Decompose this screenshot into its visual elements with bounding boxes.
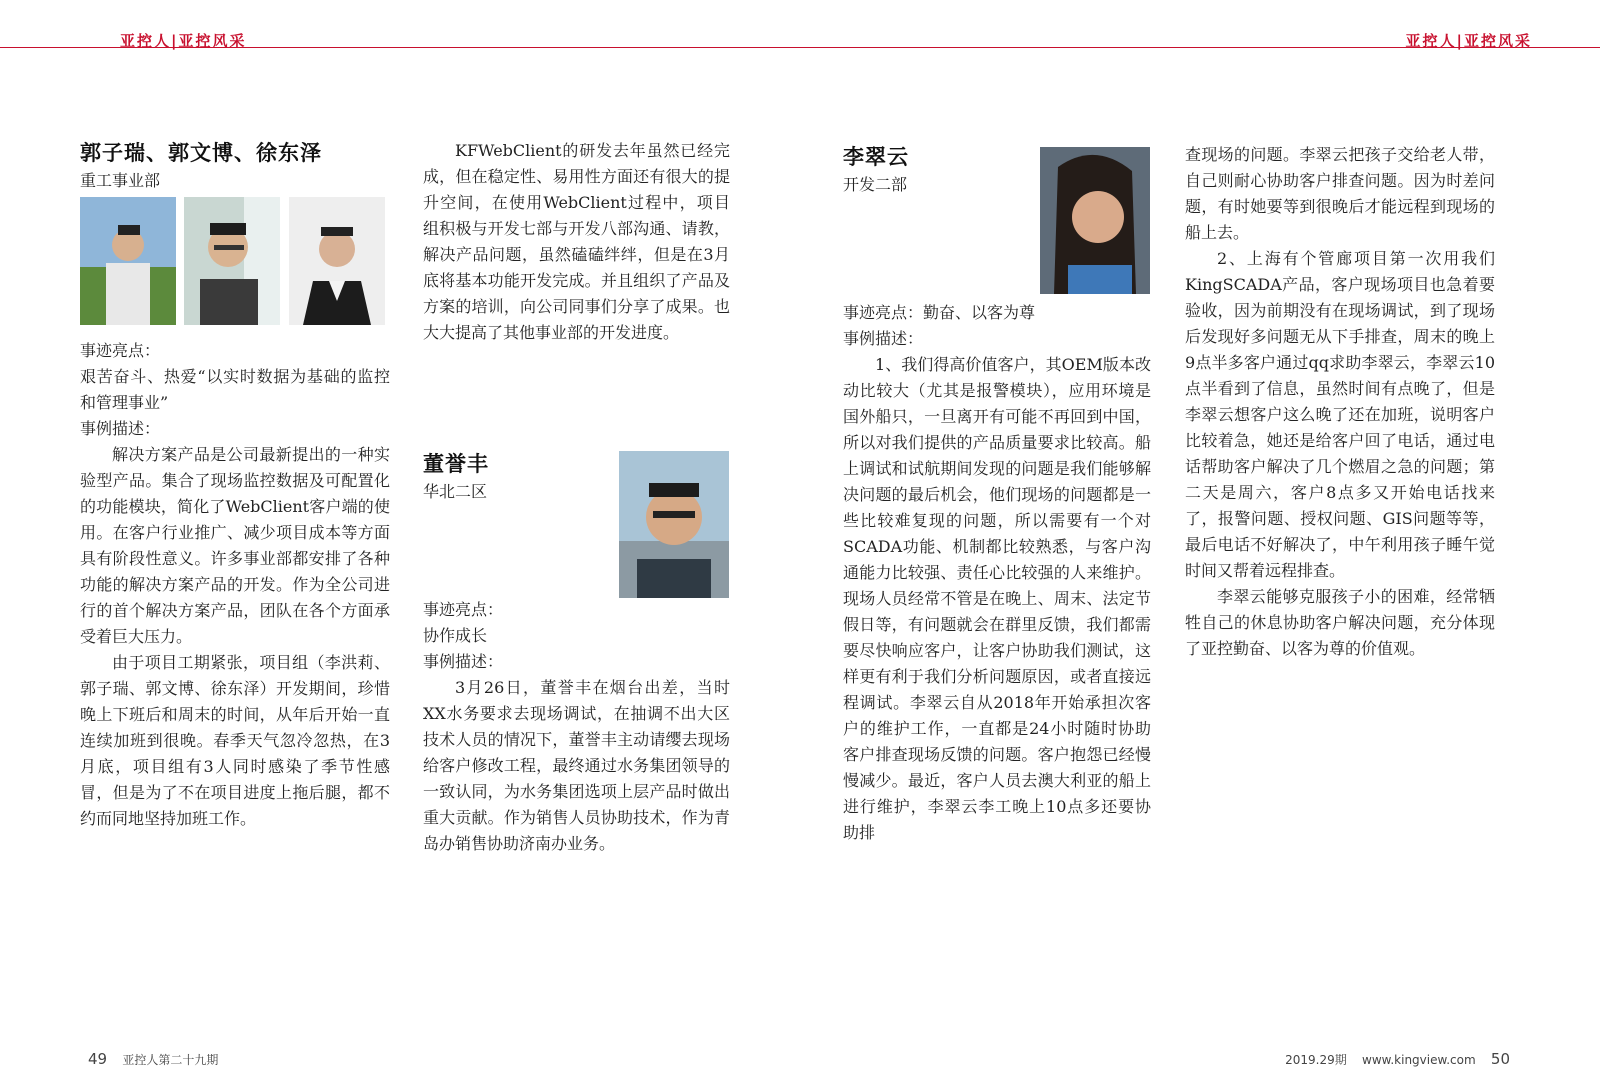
footer-right	[1285, 1050, 1510, 1068]
header-brand-right: 亚控人|亚控风采	[1405, 32, 1532, 50]
profile3-name: 李翠云	[843, 145, 909, 169]
profile2-case-label: 事例描述：	[423, 652, 504, 671]
profile1-name: 郭子瑞、郭文博、徐东泽	[80, 141, 322, 165]
profile1-case-label: 事例描述：	[80, 419, 161, 438]
profile2-dept: 华北二区	[423, 482, 488, 501]
footer-left	[88, 1050, 218, 1068]
profile2-photo	[619, 451, 729, 598]
footer-page-right: 50	[1490, 1050, 1510, 1068]
profile2-para1: 3月26日，董誉丰在烟台出差，当时XX水务要求去现场调试，在抽调不出大区技术人员的情况下，董誉丰主动请缨去现场给客户修改工程，最终通过水务集团领导的一致认同，为水务集团选项上层产品时做出重大贡献。作为销售人员协助技术，作为青岛办销售协助济南办业务。	[423, 678, 730, 853]
profile1-highlight-label: 事迹亮点：	[80, 341, 161, 360]
profile3-photo	[1040, 147, 1150, 294]
profile3-dept: 开发二部	[843, 175, 908, 194]
profile1-para2: 由于项目工期紧张，项目组（李洪莉、郭子瑞、郭文博、徐东泽）开发期间，珍惜晚上下班后和周末的时间，从年后开始一直连续加班到很晚。春季天气忽冷忽热，在3月底，项目组有3人同时感染了季节性感冒，但是为了不在项目进度上拖后腿，都不约而同地坚持加班工作。	[80, 653, 390, 828]
profile1-dept: 重工事业部	[80, 171, 161, 190]
column-2	[423, 138, 730, 346]
header-brand-left: 亚控人|亚控风采	[120, 32, 247, 50]
footer-issue-right: 2019.29期	[1285, 1053, 1347, 1067]
profile3-highlight-label: 事迹亮点：勤奋、以客为尊	[843, 303, 1036, 322]
profile3-para2: 2、上海有个管廊项目第一次用我们KingSCADA产品，客户现场项目也急着要验收，因为前期没有在现场调试，到了现场后发现好多问题无从下手排查，周末的晚上9点半多客户通过qq求助李翠云，李翠云10点半看到了信息，虽然时间有点晚了，但是李翠云想客户这么晚了还在加班，说明客户比较着急，她还是给客户回了电话，通过电话帮助客户解决了几个燃眉之急的问题；第二天是周六，客户8点多又开始电话找来了，报警问题、授权问题、GIS问题等等，最后电话不好解决了，中午利用孩子睡午觉时间又帮着远程排查。	[1185, 249, 1495, 580]
footer-site: www.kingview.com	[1362, 1053, 1476, 1067]
profile1-photo-3	[289, 197, 385, 325]
profile1-para3: KFWebClient的研发去年虽然已经完成，但在稳定性、易用性方面还有很大的提升空间，在使用WebClient过程中，项目组积极与开发七部与开发八部沟通、请教，解决产品问题，虽然磕磕绊绊，但是在3月底将基本功能开发完成。并且组织了产品及方案的培训，向公司同事们分享了成果。也大大提高了其他事业部的开发进度。	[423, 141, 730, 342]
profile3-para1: 1、我们得高价值客户，其OEM版本改动比较大（尤其是报警模块），应用环境是国外船只，一旦离开有可能不再回到中国，所以对我们提供的产品质量要求比较高。船上调试和试航期间发现的问题是我们能够解决问题的最后机会，他们现场的问题都是一些比较难复现的问题，所以需要有一个对SCADA功能、机制都比较熟悉，与客户沟通能力比较强、责任心比较强的人来维护。现场人员经常不管是在晚上、周末、法定节假日等，有问题就会在群里反馈，我们都需要尽快响应客户，让客户协助我们测试，这样更有利于我们分析问题原因，或者直接远程调试。李翠云自从2018年开始承担次客户的维护工作，一直都是24小时随时协助客户排查现场反馈的问题。客户抱怨已经慢慢减少。最近，客户人员去澳大利亚的船上进行维护，李翠云李工晚上10点多还要协助排	[843, 355, 1151, 842]
profile1-para1: 解决方案产品是公司最新提出的一种实验型产品。集合了现场监控数据及可配置化的功能模块，简化了WebClient客户端的使用。在客户行业推广、减少项目成本等方面具有阶段性意义。许多事业部都安排了各种功能的解决方案产品的开发。作为全公司进行的首个解决方案产品，团队在各个方面承受着巨大压力。	[80, 445, 390, 646]
profile3-para1-cont: 查现场的问题。李翠云把孩子交给老人带，自己则耐心协助客户排查问题。因为时差问题，有时她要等到很晚后才能远程到现场的船上去。	[1185, 145, 1495, 242]
footer-issue-left: 亚控人第二十九期	[122, 1053, 219, 1067]
profile1-photo-2	[184, 197, 280, 325]
profile3-para3: 李翠云能够克服孩子小的困难，经常牺牲自己的休息协助客户解决问题，充分体现了亚控勤奋、以客为尊的价值观。	[1185, 587, 1495, 658]
profile3-case-label: 事例描述：	[843, 329, 924, 348]
profile2-name: 董誉丰	[423, 452, 489, 476]
profile1-photo-1	[80, 197, 176, 325]
profile1-highlight-text: 艰苦奋斗、热爱“以实时数据为基础的监控和管理事业”	[80, 367, 390, 412]
footer-page-left: 49	[88, 1050, 108, 1068]
column-4	[1185, 142, 1495, 662]
profile2-highlight-label: 事迹亮点：	[423, 600, 504, 619]
profile2-highlight-text: 协作成长	[423, 626, 488, 645]
